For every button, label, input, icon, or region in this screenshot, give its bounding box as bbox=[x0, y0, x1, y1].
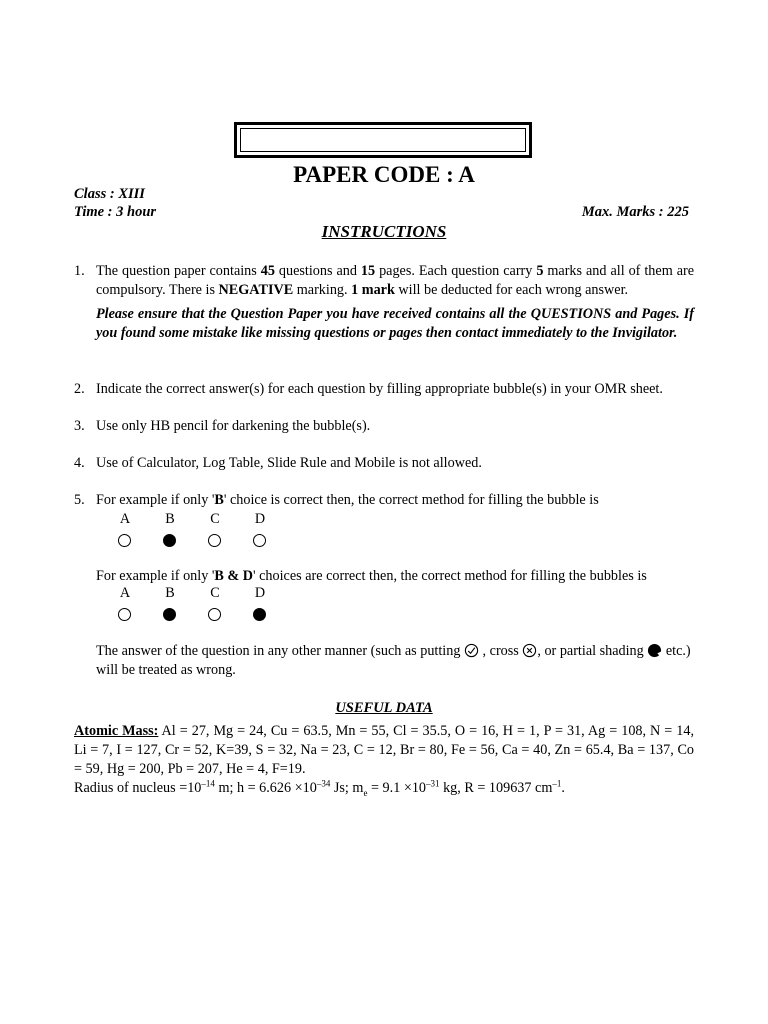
option-label-c: C bbox=[210, 585, 220, 601]
option-label-d: D bbox=[254, 511, 266, 527]
instruction-text: Use of Calculator, Log Table, Slide Rule and Mobile is not allowed. bbox=[96, 455, 482, 471]
atomic-mass-label: Atomic Mass: bbox=[74, 723, 159, 739]
example1-bubble-c bbox=[208, 534, 221, 547]
item-number: 2. bbox=[74, 381, 85, 397]
example2-bubble-b bbox=[163, 608, 176, 621]
tick-bubble-icon bbox=[464, 643, 479, 658]
option-label-d: D bbox=[254, 585, 266, 601]
example2-bubble-c bbox=[208, 608, 221, 621]
example1-bubble-b bbox=[163, 534, 176, 547]
wrong-manner-text: The answer of the question in any other manner (such as putting , cross , or partial shading etc.) will be treated as wrong. bbox=[96, 643, 691, 678]
example1-bubbles bbox=[0, 534, 768, 552]
important-note: Please ensure that the Question Paper you have received contains all the QUESTIONS and Pages. If you found some mistake like missing questions or pages then contact immediately to the Invigilator. bbox=[96, 306, 694, 341]
example2-bubble-a bbox=[118, 608, 131, 621]
item-number: 4. bbox=[74, 455, 85, 471]
cross-bubble-icon bbox=[522, 643, 537, 658]
example1-option-labels bbox=[0, 511, 768, 529]
instruction-text: Use only HB pencil for darkening the bubble(s). bbox=[96, 418, 371, 434]
time-label: Time : 3 hour bbox=[74, 204, 157, 220]
example1-bubble-d bbox=[253, 534, 266, 547]
instructions-heading: INSTRUCTIONS bbox=[321, 222, 447, 241]
example1-bubble-a bbox=[118, 534, 131, 547]
useful-data-heading: USEFUL DATA bbox=[335, 700, 433, 716]
example2-text: For example if only 'B & D' choices are correct then, the correct method for filling the bubbles is bbox=[96, 568, 647, 584]
instruction-text: Indicate the correct answer(s) for each question by filling appropriate bubble(s) in your OMR sheet. bbox=[96, 381, 663, 397]
atomic-mass-data bbox=[74, 722, 694, 779]
item-number: 1. bbox=[74, 263, 85, 279]
option-label-b: B bbox=[165, 511, 175, 527]
example2-bubbles bbox=[0, 608, 768, 626]
option-label-b: B bbox=[165, 585, 175, 601]
instruction-text: For example if only 'B' choice is correct then, the correct method for filling the bubble is bbox=[96, 492, 599, 508]
example2-bubble-d bbox=[253, 608, 266, 621]
option-label-a: A bbox=[119, 511, 131, 527]
paper-code-box-inner bbox=[240, 128, 526, 152]
atomic-mass-values: Al = 27, Mg = 24, Cu = 63.5, Mn = 55, Cl = 35.5, O = 16, H = 1, P = 31, Ag = 108, N = 14, Li = 7, I = 127, Cr = 52, K=39, S = 32, Na = 23, C = 12, Br = 80, Fe = 56, Ca = 40, Zn = 65.4, Ba = 137, Co = 59, Hg = 200, Pb = 207, He = 4, F=19. bbox=[74, 723, 694, 777]
paper-code-title: PAPER CODE : A bbox=[293, 162, 475, 187]
option-label-a: A bbox=[119, 585, 131, 601]
paper-code-box bbox=[234, 122, 532, 158]
max-marks-label: Max. Marks : 225 bbox=[581, 204, 689, 220]
partial-shade-bubble-icon bbox=[647, 643, 662, 658]
example2-option-labels bbox=[0, 585, 768, 603]
class-label: Class : XIII bbox=[74, 186, 145, 202]
item-number: 3. bbox=[74, 418, 85, 434]
instruction-text: The question paper contains 45 questions and 15 pages. Each question carry 5 marks and all of them are compulsory. There is NEGATIVE marking. 1 mark will be deducted for each wrong answer. bbox=[96, 263, 695, 298]
option-label-c: C bbox=[210, 511, 220, 527]
item-number: 5. bbox=[74, 492, 85, 508]
constants-data: Radius of nucleus $=10^{-14}$ m; $h = 6.626 \times 10^{-34}$ Js; $m_e = 9.1 \times 10^{-31}$ kg, R = 109637 $cm^{-1}$. bbox=[74, 778, 565, 798]
